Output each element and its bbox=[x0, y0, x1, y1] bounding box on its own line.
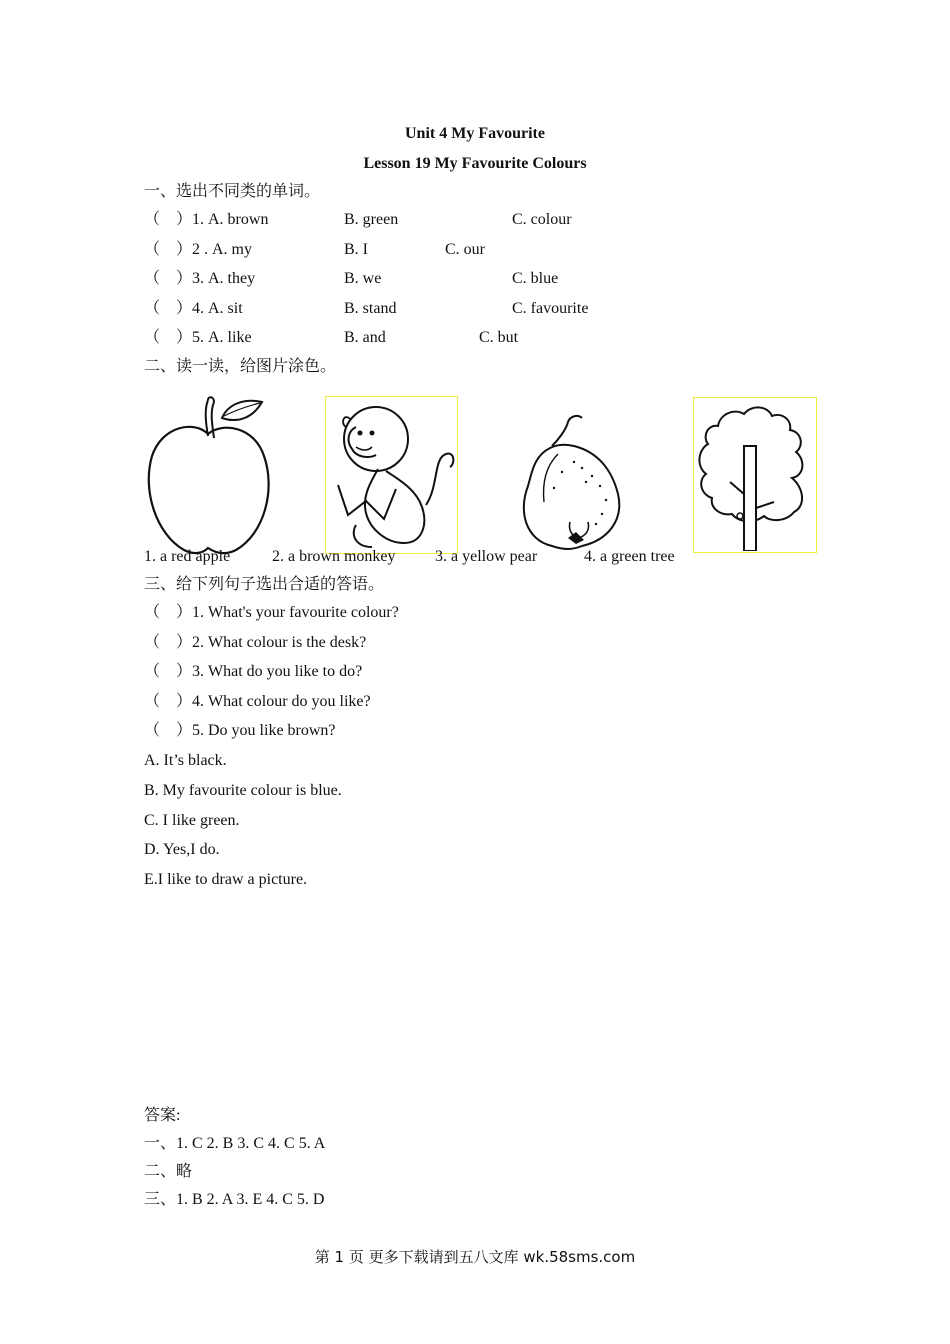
s1-item-5-b: B. and bbox=[344, 329, 386, 346]
caption-pear: 3. a yellow pear bbox=[435, 548, 538, 565]
s3-answer-a: A. It’s black. bbox=[144, 752, 227, 769]
lesson-title: Lesson 19 My Favourite Colours bbox=[363, 155, 587, 172]
section2-heading: 二、读一读，给图片涂色。 bbox=[144, 358, 337, 375]
s1-item-1-b: B. green bbox=[344, 211, 399, 228]
s1-item-1-prefix: （ ）1. A. brown bbox=[144, 211, 269, 228]
caption-tree: 4. a green tree bbox=[584, 548, 675, 565]
s1-item-1-c: C. colour bbox=[512, 211, 572, 228]
answer-key-line-1: 一、1. C 2. B 3. C 4. C 5. A bbox=[144, 1135, 326, 1152]
s3-question-1: （ ）1. What's your favourite colour? bbox=[144, 604, 399, 621]
answer-key-line-2: 二、略 bbox=[144, 1163, 193, 1180]
apple-drawing-icon bbox=[144, 394, 274, 562]
unit-title: Unit 4 My Favourite bbox=[405, 125, 545, 142]
s1-item-2-c: C. our bbox=[445, 241, 485, 258]
s1-item-2-b: B. I bbox=[344, 241, 368, 258]
s1-item-4-c: C. favourite bbox=[512, 300, 589, 317]
caption-apple: 1. a red apple bbox=[144, 548, 231, 565]
answer-key-line-3: 三、1. B 2. A 3. E 4. C 5. D bbox=[144, 1191, 325, 1208]
s3-question-4: （ ）4. What colour do you like? bbox=[144, 693, 371, 710]
monkey-drawing-icon bbox=[325, 396, 458, 554]
caption-monkey: 2. a brown monkey bbox=[272, 548, 396, 565]
s1-item-3-b: B. we bbox=[344, 270, 382, 287]
s1-item-4-prefix: （ ）4. A. sit bbox=[144, 300, 243, 317]
s1-item-5-prefix: （ ）5. A. like bbox=[144, 329, 252, 346]
s1-item-4 bbox=[144, 299, 644, 319]
s1-item-3-prefix: （ ）3. A. they bbox=[144, 270, 256, 287]
s1-item-1 bbox=[144, 210, 644, 230]
s3-answer-d: D. Yes,I do. bbox=[144, 841, 220, 858]
s3-question-2: （ ）2. What colour is the desk? bbox=[144, 634, 367, 651]
s1-item-2-prefix: （ ）2 . A. my bbox=[144, 241, 253, 258]
s3-question-5: （ ）5. Do you like brown? bbox=[144, 722, 336, 739]
s1-item-2 bbox=[144, 240, 644, 260]
tree-drawing-icon bbox=[693, 397, 817, 553]
s1-item-3 bbox=[144, 269, 644, 289]
pear-drawing-icon bbox=[512, 412, 627, 552]
s3-answer-c: C. I like green. bbox=[144, 812, 240, 829]
s3-answer-b: B. My favourite colour is blue. bbox=[144, 782, 342, 799]
page-footer: 第 1 页 更多下载请到五八文库 wk.58sms.com bbox=[314, 1248, 636, 1266]
s1-item-4-b: B. stand bbox=[344, 300, 397, 317]
section1-heading: 一、选出不同类的单词。 bbox=[144, 183, 321, 200]
s1-item-5-c: C. but bbox=[479, 329, 519, 346]
s1-item-3-c: C. blue bbox=[512, 270, 559, 287]
answer-key-label: 答案: bbox=[144, 1107, 181, 1124]
s3-question-3: （ ）3. What do you like to do? bbox=[144, 663, 363, 680]
s1-item-5 bbox=[144, 328, 644, 348]
s3-answer-e: E.I like to draw a picture. bbox=[144, 871, 308, 888]
section3-heading: 三、给下列句子选出合适的答语。 bbox=[144, 576, 385, 593]
